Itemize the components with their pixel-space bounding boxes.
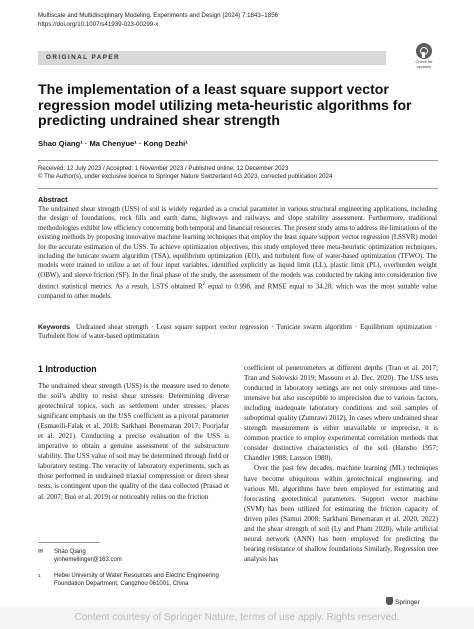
- paper-title: The implementation of a least square support vector regression model utilizing meta-heuristic algorithms for predicting undrained shear strength: [38, 81, 412, 129]
- envelope-icon: ✉: [38, 549, 44, 555]
- keywords-list: Undrained shear strength · Least square support vector regression · Tunicate swarm algorithm · Equilibrium optimization · Turbulent flow of water-based optimization: [38, 323, 438, 341]
- affiliation-text: Hebei University of Water Resources and Electric Engineering Foundation Department, Cangzhou 061001, China: [54, 573, 219, 587]
- corresponding-author-name: Shao Qiang: [54, 549, 86, 555]
- abstract-text: The undrained shear strength (USS) of soil is widely regarded as a crucial parameter in various structural engineering applications, including the design of foundations, rock fills and earth dams, highways and railways, and slope stability assessment. Furthermore, traditional methodologies exhibit low efficiency concerning both temporal and financial resources. The present study aims to address the limitations of the existing methods by proposing innovative machine learning techniques that employ the least square support vector regression (LSSVR) model for the accurate estimation of the USS. To achieve optimization objectives, this study employed three meta-heuristic optimization techniques, including the tunicate swarm algorithm (TSA), equilibrium optimization (EO), and turbulent flow of water-based optimization (TFWO). The models were trained to utilize a set of four input variables, identified explicitly as liquid limit (LL), plastic limit (PL), overburden weight (OBW), and sleeve friction (SF). In the final phase of the study, the assessment of the models was conducted by taking into consideration five distinct statistical metrics. As a result, LSTS obtained R: [38, 205, 437, 291]
- courtesy-footer: [0, 607, 474, 629]
- intro-paragraph: coefficient of penetrometers at different depths (Tran et al. 2017; Tran and Sołowski 2019; Masounı et al. Dec. 2020). The USS tests conducted in laboratory settings are not only strenuous and time-intensive but also susceptible to imprecision due to various factors, including inadequate laboratory conditions and soil samples of suboptimal quality (Zumrawi 2012). In cases where undrained shear strength measurement is either unavailable or imprecise, it is common practice to employ experimental correlation methods that consider distinctive characteristics of the soil (Hansbo 1957; Chandler 1988; Larsson 1980).: [244, 364, 438, 463]
- springer-horse-icon: [386, 597, 393, 605]
- journal-header: [38, 12, 278, 29]
- article-type-band: [38, 51, 386, 65]
- doi-link[interactable]: https://doi.org/10.1007/s41939-023-00299-x: [38, 20, 159, 28]
- publication-dates: [38, 165, 332, 181]
- corresponding-author-email[interactable]: yinhemeilinger@163.com: [54, 556, 122, 563]
- affiliation: [38, 573, 229, 599]
- publication-history: Received: 12 July 2023 / Accepted: 1 November 2023 / Published online: 12 December 2023: [38, 165, 289, 172]
- corresponding-author: [38, 549, 229, 567]
- article-type-label: ORIGINAL PAPER: [46, 54, 121, 61]
- check-for-updates-label: Check for updates: [415, 59, 433, 69]
- check-for-updates-icon: [416, 43, 432, 59]
- check-for-updates-badge[interactable]: [413, 43, 435, 69]
- journal-citation: Multiscale and Multidisciplinary Modeling, Experiments and Design (2024) 7:1843–1856: [38, 12, 279, 19]
- license-note: © The Author(s), under exclusive licence to Springer Nature Switzerland AG 2023, corrected publication 2024: [38, 173, 333, 181]
- r-squared-superscript: 2: [202, 282, 206, 288]
- abstract-heading: Abstract: [38, 195, 68, 204]
- keywords: [38, 323, 437, 342]
- section-heading-introduction: 1 Introduction: [38, 364, 97, 374]
- publisher-logo: [386, 597, 420, 606]
- divider: [38, 188, 438, 189]
- intro-paragraph: Over the past few decades, machine learning (ML) techniques have become ubiquitous within geotechnical engineering, and various ML algorithms have been employed for estimating and forecasting geotechnical parameters. Support vector machine (SVM) has been utilized for estimating the friction capacity of driven piles (Samui 2008; Sarkhani Benemaran et al. 2020, 2022) and the shear strength of soil (Ly and Pham 2020), while artificial neural network (ANN) has been employed for predicting the bearing resistance of shallow foundations Similarly, Regression tree analysis has: [244, 464, 438, 563]
- publisher-name: Springer: [395, 599, 420, 606]
- abstract-body: [38, 205, 437, 301]
- intro-column-left: The undrained shear strength (USS) is the measure used to denote the soil’s ability to resist shear stresses. Determining diverse geotechnical topics, such as settlement under stresses, places significant emphasis on the USS coefficient as a pivotal parameter (Esmaeili-Falak et al. 2018; Sarkhani Benemaran 2017; Poorjafar et al. 2021). Conducting a precise evaluation of the USS is imperative to obtain a genuine assessment of the substructure stability. The USS value of soil may be determined through field or laboratory testing. The veracity of laboratory experiments, such as those performed in undrained triaxial compression or direct shear tests, is contingent upon the quality of the data collected (Prasad et al. 2007; Buò et al. 2019) or noticeably relies on the friction: [38, 382, 229, 501]
- divider: [38, 160, 438, 161]
- keywords-label: Keywords: [38, 324, 70, 331]
- intro-column-right: [244, 363, 438, 564]
- abstract-text-end: equal to 0.998, and RMSE equal to 34.28, which was the most suitable value compared to other models.: [38, 282, 438, 300]
- footnote-divider: [38, 542, 100, 543]
- affiliation-number: 1: [38, 574, 41, 579]
- author-list: Shao Qiang¹ · Ma Chenyue¹ · Kong Dezhi¹: [38, 139, 188, 148]
- courtesy-text: Content courtesy of Springer Nature, terms of use apply. Rights reserved.: [74, 612, 400, 623]
